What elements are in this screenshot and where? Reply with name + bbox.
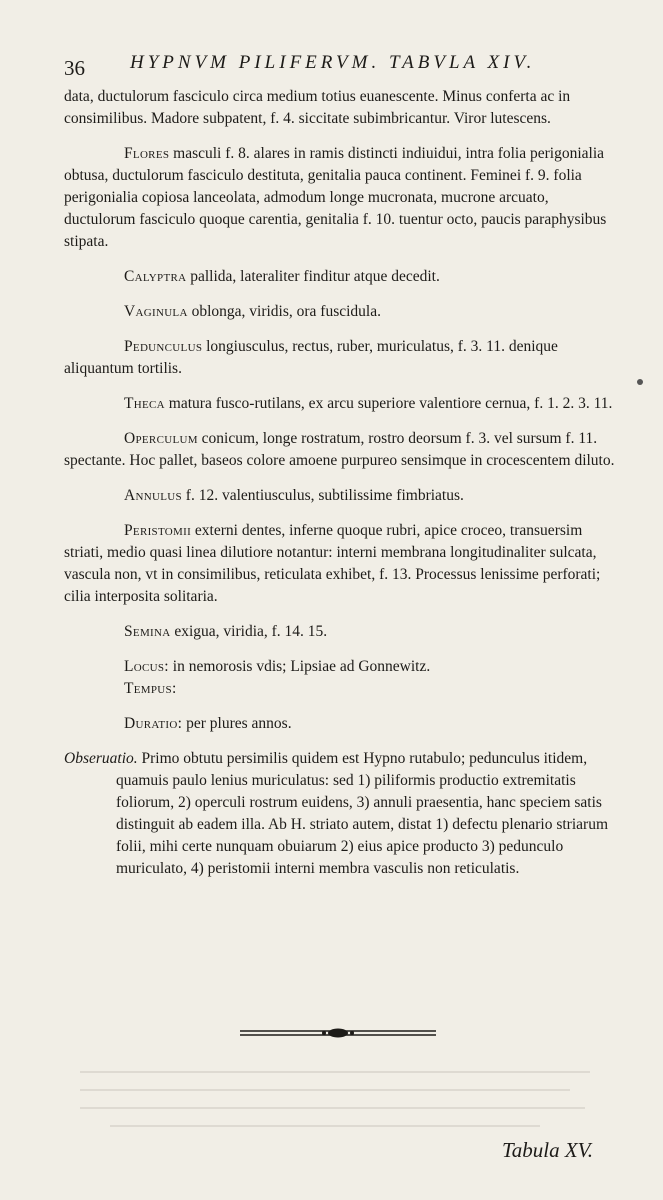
section-label: Annulus [124, 487, 182, 504]
section-label: Calyptra [124, 268, 187, 285]
paragraph-text: oblonga, viridis, ora fuscidula. [187, 303, 381, 320]
paragraph-pedunculus [64, 336, 622, 380]
observatio-label: Obseruatio. [64, 750, 138, 767]
section-label: Duratio: [124, 715, 183, 732]
paragraph-semina [64, 621, 622, 643]
section-label: Peristomii [124, 522, 192, 539]
paragraph-text: matura fusco-rutilans, ex arcu superiore valentiore cernua, f. 1. 2. 3. 11. [164, 395, 613, 412]
paragraph-text: exigua, viridia, f. 14. 15. [170, 623, 328, 640]
paragraph-text: longiusculus, rectus, ruber, muriculatus, f. 3. 11. denique aliquantum tortilis. [64, 338, 558, 377]
paragraph-text: pallida, lateraliter finditur atque decedit. [186, 268, 440, 285]
paragraph-flores [64, 143, 622, 253]
paragraph-calyptra [64, 266, 622, 288]
bleed-through-shadow [70, 1060, 610, 1150]
paragraph-text: in nemorosis vdis; Lipsiae ad Gonnewitz. [168, 658, 431, 675]
paragraph-duratio [64, 713, 622, 735]
section-label: Semina [124, 623, 171, 640]
page-header [64, 52, 607, 86]
paragraph-annulus [64, 485, 622, 507]
section-label: Tempus: [124, 680, 177, 697]
section-label: Operculum [124, 430, 198, 447]
paragraph-text: masculi f. 8. alares in ramis distincti indiuidui, intra folia perigonialia obtusa, ductulorum fasciculo destituta, genitalia pauca continent. Feminei f. 9. folia perigonialia copiosa lanceolata, admodum longe mucronata, mucrone arcuato, ductulorum fasciculo quoque carentia, genitalia f. 10. tuentur octo, paucis paraphysibus stipata. [64, 145, 607, 250]
paragraph-tempus [64, 678, 622, 700]
section-label: Pedunculus [124, 338, 203, 355]
paragraph-locus [64, 656, 622, 678]
paragraph-operculum [64, 428, 622, 472]
catchword: Tabula XV. [502, 1138, 594, 1162]
page-number: 36 [64, 56, 85, 80]
observatio-text: Primo obtutu persimilis quidem est Hypno rutabulo; pedunculus itidem, quamuis paulo lenius muriculatus: sed 1) piliformis productio extremitatis foliorum, 2) operculi rostrum euidens, 3) annuli praesentia, hanc speciem satis distinguit ab eadem illa. Ab H. striato autem, distat 1) defectu plenario striarum folii, mihi certe nunquam obuiarum 2) eius apice producto 3) pedunculo muriculato, 4) peristomii interni membra vasculis non reticulatis. [116, 750, 608, 877]
paragraph-text: externi dentes, inferne quoque rubri, apice croceo, transuersim striati, medio quasi linea dilutiore notantur: interni membrana longitudinaliter sulcata, vascula non, vt in consimilibus, reticulata exhibet, f. 13. Processus lenissime perforati; cilia interposita solitaria. [64, 522, 601, 605]
section-label: Locus: [124, 658, 169, 675]
text-body [64, 86, 622, 880]
paragraph-theca [64, 393, 622, 415]
paper-speck [637, 379, 643, 385]
section-label: Vaginula [124, 303, 188, 320]
ornamental-rule [238, 1027, 438, 1039]
running-title: HYPNVM PILIFERVM. TABVLA XIV. [130, 52, 536, 73]
section-label: Theca [124, 395, 165, 412]
paragraph-text: conicum, longe rostratum, rostro deorsum f. 3. vel sursum f. 11. spectante. Hoc pallet, baseos colore amoene purpureo sensimque in crocescentem diluto. [64, 430, 615, 469]
paragraph-observatio [64, 748, 622, 880]
section-label: Flores [124, 145, 170, 162]
paragraph-text: f. 12. valentiusculus, subtilissime fimbriatus. [181, 487, 464, 504]
paragraph-continuation: data, ductulorum fasciculo circa medium totius euanescente. Minus conferta ac in consimilibus. Madore subpatent, f. 4. siccitate subimbricantur. Viror lutescens. [64, 88, 571, 127]
paragraph-vaginula [64, 301, 622, 323]
paragraph-peristomii [64, 520, 622, 608]
paragraph-text: per plures annos. [182, 715, 292, 732]
